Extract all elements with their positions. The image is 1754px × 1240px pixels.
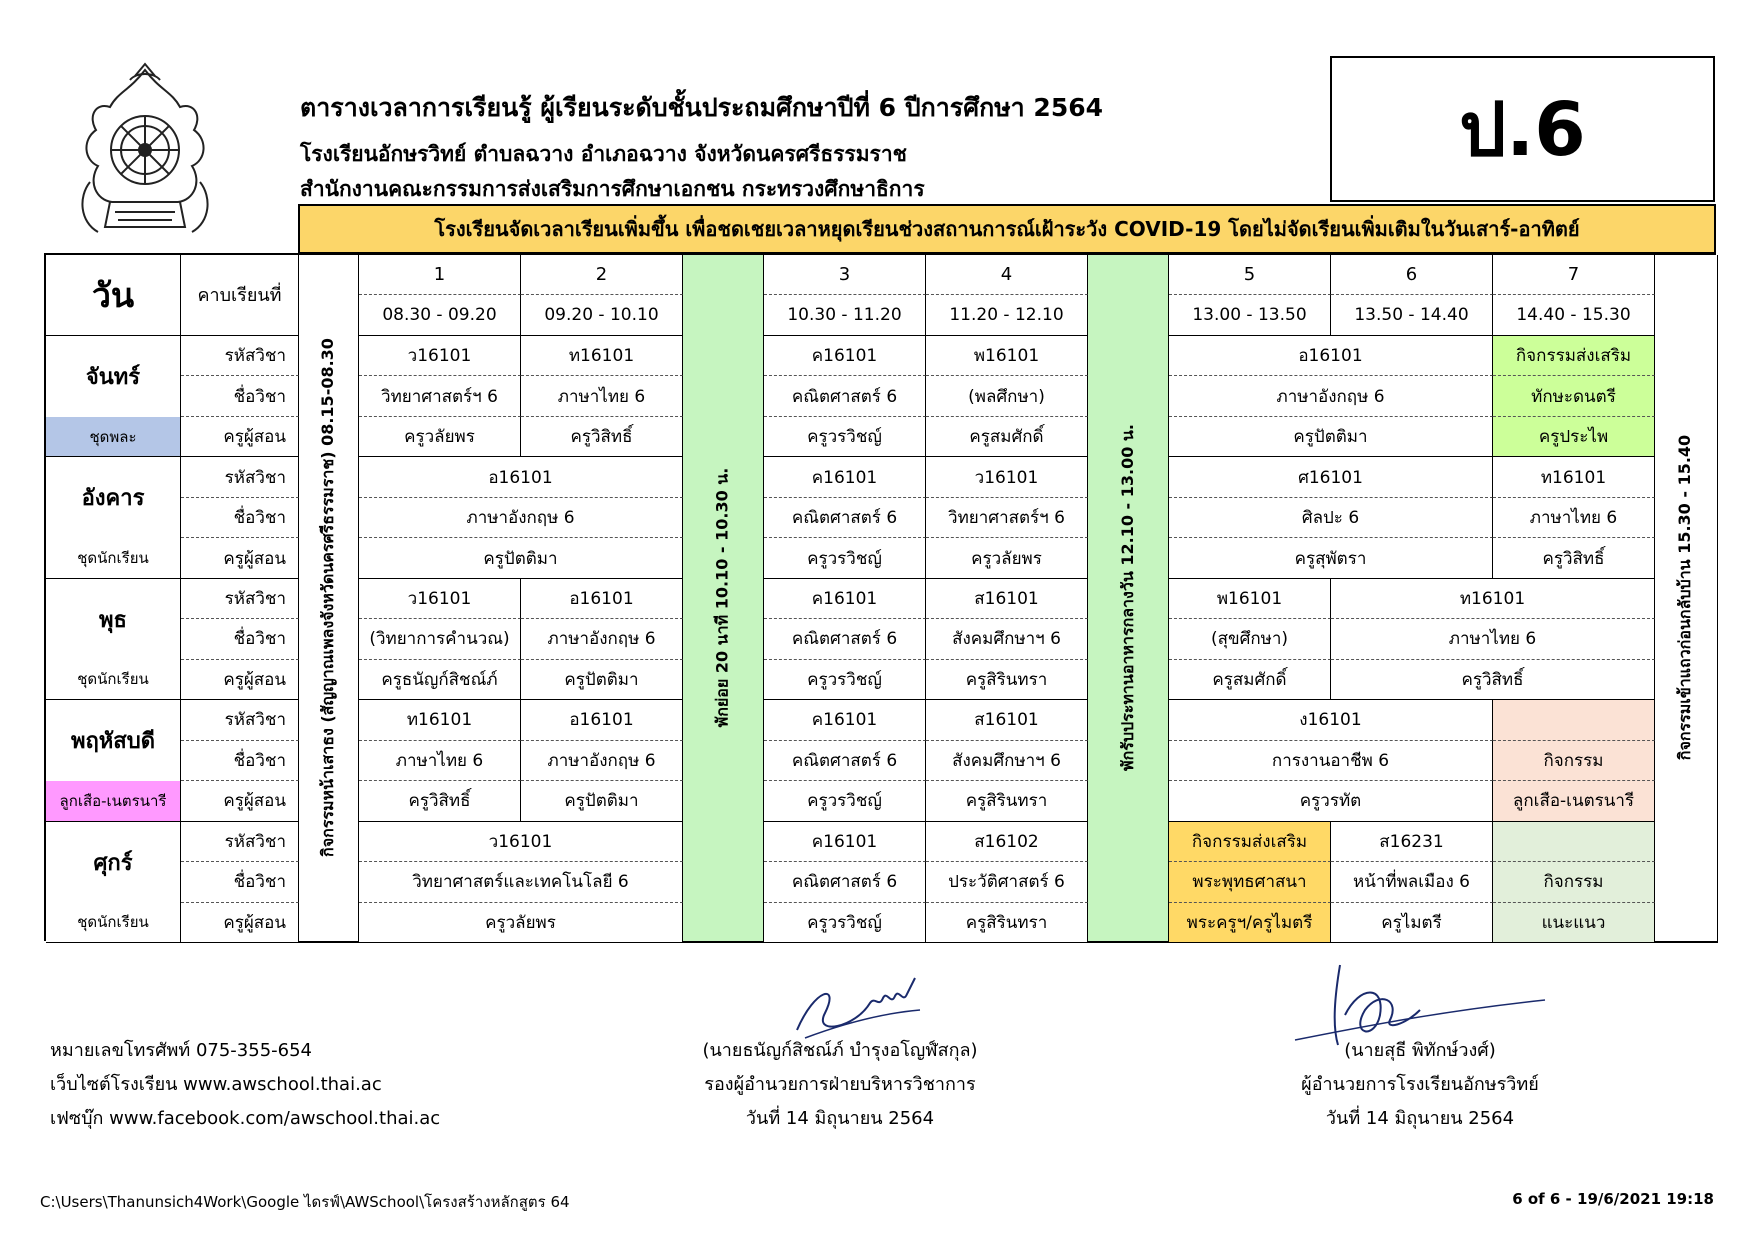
morning-activity-column-text: กิจกรรมหน้าเสาธง (สัญญาณเพลงจังหวัดนครศรีธรรมราช) 08.15-08.30 — [318, 338, 337, 858]
signer1-title: รองผู้อำนวยการฝ่ายบริหารวิชาการ — [704, 1074, 976, 1095]
period-number: 7 — [1493, 255, 1655, 295]
signer2-date: วันที่ 14 มิถุนายน 2564 — [1325, 1108, 1515, 1129]
row-label-code: รหัสวิชา — [181, 336, 299, 376]
footer-facebook[interactable]: เฟซบุ๊ก www.facebook.com/awschool.thai.ac — [50, 1108, 441, 1129]
row-label-name: ชื่อวิชา — [181, 741, 299, 781]
slot-teacher: ครูวลัยพร — [359, 417, 521, 457]
slot-name: (พลศึกษา) — [926, 376, 1088, 416]
slot-code — [1493, 700, 1655, 740]
period-time: 08.30 - 09.20 — [359, 295, 521, 335]
slot-name: ภาษาอังกฤษ 6 — [359, 498, 683, 538]
period-time: 09.20 - 10.10 — [521, 295, 683, 335]
slot-name: ศิลปะ 6 — [1169, 498, 1493, 538]
period-time: 14.40 - 15.30 — [1493, 295, 1655, 335]
slot-teacher: ครูวรวิชญ์ — [764, 417, 926, 457]
slot-teacher: ครูสิรินทรา — [926, 903, 1088, 943]
slot-teacher: ครูธนัญก์สิชณ์ภ์ — [359, 660, 521, 700]
slot-teacher: ครูวรวิชญ์ — [764, 660, 926, 700]
slot-code: ง16101 — [1169, 700, 1493, 740]
slot-code: ค16101 — [764, 336, 926, 376]
slot-name: พระพุทธศาสนา — [1169, 862, 1331, 902]
row-label-name: ชื่อวิชา — [181, 498, 299, 538]
timetable-grid — [44, 253, 1716, 941]
slot-name: (วิทยาการคำนวณ) — [359, 619, 521, 659]
slot-code: ค16101 — [764, 457, 926, 497]
slot-teacher: แนะแนว — [1493, 903, 1655, 943]
period-number: 2 — [521, 255, 683, 295]
period-number: 3 — [764, 255, 926, 295]
day-uniform: ชุดนักเรียน — [46, 660, 181, 700]
slot-name: ทักษะดนตรี — [1493, 376, 1655, 416]
row-label-teacher: ครูผู้สอน — [181, 903, 299, 943]
slot-teacher: ครูวรทัต — [1169, 781, 1493, 821]
slot-teacher: ครูสุพัตรา — [1169, 538, 1493, 578]
slot-code: ค16101 — [764, 700, 926, 740]
slot-code: ส16101 — [926, 700, 1088, 740]
slot-name: วิทยาศาสตร์ฯ 6 — [359, 376, 521, 416]
slot-name: ภาษาไทย 6 — [1493, 498, 1655, 538]
period-number: 5 — [1169, 255, 1331, 295]
slot-code: ว16101 — [359, 579, 521, 619]
slot-code: ส16231 — [1331, 822, 1493, 862]
slot-teacher: ครูวรวิชญ์ — [764, 903, 926, 943]
slot-teacher: ครูสมศักดิ์ — [926, 417, 1088, 457]
slot-code: ว16101 — [359, 336, 521, 376]
row-label-code: รหัสวิชา — [181, 457, 299, 497]
short-break-column-text: พักย่อย 20 นาที 10.10 - 10.30 น. — [712, 468, 732, 728]
slot-teacher: ครูปัตติมา — [521, 781, 683, 821]
slot-teacher: ครูสิรินทรา — [926, 660, 1088, 700]
slot-name: คณิตศาสตร์ 6 — [764, 619, 926, 659]
deputy-director-signature — [785, 968, 925, 1043]
slot-name: คณิตศาสตร์ 6 — [764, 862, 926, 902]
slot-teacher: ครูวรวิชญ์ — [764, 781, 926, 821]
slot-teacher: ครูวิสิทธิ์ — [1331, 660, 1655, 700]
slot-code: ส16102 — [926, 822, 1088, 862]
slot-name: ภาษาอังกฤษ 6 — [521, 619, 683, 659]
day-uniform: ชุดพละ — [46, 417, 181, 457]
slot-name: คณิตศาสตร์ 6 — [764, 376, 926, 416]
day-name: พุธ — [46, 579, 181, 660]
office-name-line: สำนักงานคณะกรรมการส่งเสริมการศึกษาเอกชน กระทรวงศึกษาธิการ — [300, 177, 925, 201]
slot-name: ภาษาไทย 6 — [521, 376, 683, 416]
slot-code: ส16101 — [926, 579, 1088, 619]
slot-name: วิทยาศาสตร์ฯ 6 — [926, 498, 1088, 538]
slot-name: หน้าที่พลเมือง 6 — [1331, 862, 1493, 902]
period-time: 10.30 - 11.20 — [764, 295, 926, 335]
slot-code: ท16101 — [359, 700, 521, 740]
footer-website[interactable]: เว็บไซต์โรงเรียน www.awschool.thai.ac — [50, 1074, 382, 1095]
slot-teacher: ครูสมศักดิ์ — [1169, 660, 1331, 700]
day-name: พฤหัสบดี — [46, 700, 181, 781]
day-uniform: ลูกเสือ-เนตรนารี — [46, 781, 181, 821]
row-label-teacher: ครูผู้สอน — [181, 781, 299, 821]
slot-code: ท16101 — [1493, 457, 1655, 497]
evening-activity-column — [1655, 255, 1718, 943]
slot-code: อ16101 — [1169, 336, 1493, 376]
evening-activity-column-text: กิจกรรมเข้าแถวก่อนกลับบ้าน 15.30 - 15.40 — [1675, 435, 1695, 761]
slot-teacher: ครูประไพ — [1493, 417, 1655, 457]
slot-teacher: ครูวรวิชญ์ — [764, 538, 926, 578]
slot-name: สังคมศึกษาฯ 6 — [926, 619, 1088, 659]
slot-teacher: ครูวิสิทธิ์ — [1493, 538, 1655, 578]
period-number: 6 — [1331, 255, 1493, 295]
slot-name: วิทยาศาสตร์และเทคโนโลยี 6 — [359, 862, 683, 902]
lunch-break-column-text: พักรับประทานอาหารกลางวัน 12.10 - 13.00 น. — [1117, 424, 1137, 772]
row-label-name: ชื่อวิชา — [181, 376, 299, 416]
day-name: จันทร์ — [46, 336, 181, 417]
corner-day-label: วัน — [46, 255, 181, 336]
period-time: 13.50 - 14.40 — [1331, 295, 1493, 335]
slot-teacher: ลูกเสือ-เนตรนารี — [1493, 781, 1655, 821]
row-label-name: ชื่อวิชา — [181, 862, 299, 902]
morning-activity-column — [299, 255, 359, 943]
day-name: ศุกร์ — [46, 822, 181, 903]
slot-code — [1493, 822, 1655, 862]
slot-code: ค16101 — [764, 822, 926, 862]
lunch-break-column — [1088, 255, 1169, 943]
row-label-teacher: ครูผู้สอน — [181, 417, 299, 457]
slot-teacher: ครูไมตรี — [1331, 903, 1493, 943]
period-number: 4 — [926, 255, 1088, 295]
day-uniform: ชุดนักเรียน — [46, 903, 181, 943]
page-info: 6 of 6 - 19/6/2021 19:18 — [1512, 1190, 1714, 1208]
slot-code: อ16101 — [521, 579, 683, 619]
slot-teacher: ครูปัตติมา — [359, 538, 683, 578]
slot-code: อ16101 — [359, 457, 683, 497]
slot-code: อ16101 — [521, 700, 683, 740]
row-label-code: รหัสวิชา — [181, 700, 299, 740]
period-number: 1 — [359, 255, 521, 295]
slot-teacher: ครูวลัยพร — [359, 903, 683, 943]
covid-notice-banner: โรงเรียนจัดเวลาเรียนเพิ่มขึ้น เพื่อชดเชยเวลาหยุดเรียนช่วงสถานการณ์เฝ้าระวัง COVID-19 โดยไม่จัดเรียนเพิ่มเติมในวันเสาร์-อาทิตย์ — [298, 204, 1716, 254]
slot-teacher: ครูวิสิทธิ์ — [521, 417, 683, 457]
slot-code: ศ16101 — [1169, 457, 1493, 497]
row-label-teacher: ครูผู้สอน — [181, 660, 299, 700]
slot-name: กิจกรรม — [1493, 741, 1655, 781]
slot-name: การงานอาชีพ 6 — [1169, 741, 1493, 781]
slot-teacher: ครูปัตติมา — [521, 660, 683, 700]
slot-name: ภาษาอังกฤษ 6 — [521, 741, 683, 781]
slot-code: ว16101 — [926, 457, 1088, 497]
day-uniform: ชุดนักเรียน — [46, 538, 181, 578]
signer2-name: (นายสุธี พิทักษ์วงศ์) — [1344, 1040, 1496, 1061]
slot-name: สังคมศึกษาฯ 6 — [926, 741, 1088, 781]
row-label-code: รหัสวิชา — [181, 822, 299, 862]
footer-phone: หมายเลขโทรศัพท์ 075-355-654 — [50, 1040, 313, 1061]
signer1-name: (นายธนัญก์สิชณ์ภ์ บำรุงอโญฬ์สกุล) — [702, 1040, 978, 1061]
row-label-teacher: ครูผู้สอน — [181, 538, 299, 578]
slot-code: ท16101 — [521, 336, 683, 376]
slot-code: พ16101 — [926, 336, 1088, 376]
slot-name: ภาษาไทย 6 — [359, 741, 521, 781]
slot-teacher: ครูวิสิทธิ์ — [359, 781, 521, 821]
period-time: 11.20 - 12.10 — [926, 295, 1088, 335]
slot-code: พ16101 — [1169, 579, 1331, 619]
page-title: ตารางเวลาการเรียนรู้ ผู้เรียนระดับชั้นประถมศึกษาปีที่ 6 ปีการศึกษา 2564 — [300, 93, 1104, 122]
row-label-name: ชื่อวิชา — [181, 619, 299, 659]
slot-code: กิจกรรมส่งเสริม — [1169, 822, 1331, 862]
slot-name: คณิตศาสตร์ 6 — [764, 498, 926, 538]
signer1-date: วันที่ 14 มิถุนายน 2564 — [745, 1108, 935, 1129]
school-emblem-logo — [70, 62, 220, 247]
signer2-title: ผู้อำนวยการโรงเรียนอักษรวิทย์ — [1301, 1074, 1539, 1095]
slot-code: ท16101 — [1331, 579, 1655, 619]
slot-code: กิจกรรมส่งเสริม — [1493, 336, 1655, 376]
slot-name: กิจกรรม — [1493, 862, 1655, 902]
period-time: 13.00 - 13.50 — [1169, 295, 1331, 335]
slot-name: ภาษาอังกฤษ 6 — [1169, 376, 1493, 416]
slot-teacher: ครูสิรินทรา — [926, 781, 1088, 821]
slot-teacher: ครูวลัยพร — [926, 538, 1088, 578]
slot-name: คณิตศาสตร์ 6 — [764, 741, 926, 781]
grade-badge: ป.6 — [1330, 56, 1715, 202]
slot-teacher: พระครูฯ/ครูไมตรี — [1169, 903, 1331, 943]
slot-code: ค16101 — [764, 579, 926, 619]
slot-name: (สุขศึกษา) — [1169, 619, 1331, 659]
short-break-column — [683, 255, 764, 943]
slot-code: ว16101 — [359, 822, 683, 862]
day-name: อังคาร — [46, 457, 181, 538]
slot-name: ประวัติศาสตร์ 6 — [926, 862, 1088, 902]
slot-teacher: ครูปัตติมา — [1169, 417, 1493, 457]
school-name-line: โรงเรียนอักษรวิทย์ ตำบลฉวาง อำเภอฉวาง จังหวัดนครศรีธรรมราช — [300, 142, 907, 166]
slot-name: ภาษาไทย 6 — [1331, 619, 1655, 659]
corner-period-label: คาบเรียนที่ — [181, 255, 299, 336]
file-path: C:\Users\Thanunsich4Work\Google ไดรฟ์\AWSchool\โครงสร้างหลักสูตร 64 — [40, 1193, 570, 1211]
row-label-code: รหัสวิชา — [181, 579, 299, 619]
